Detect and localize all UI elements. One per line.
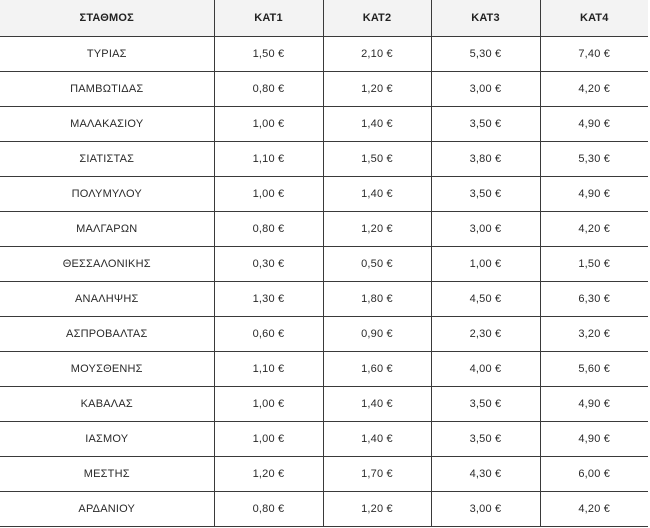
table-header xyxy=(0,0,648,36)
station-cell: ΠΑΜΒΩΤΙΔΑΣ xyxy=(0,71,214,106)
kat1-price-cell: 1,10 € xyxy=(214,141,323,176)
kat3-price-cell: 4,50 € xyxy=(431,281,540,316)
kat4-price-cell: 4,90 € xyxy=(540,421,648,456)
kat3-price-cell: 4,00 € xyxy=(431,351,540,386)
kat4-price-cell: 4,20 € xyxy=(540,71,648,106)
kat4-price-cell: 6,30 € xyxy=(540,281,648,316)
kat1-price-cell: 1,10 € xyxy=(214,351,323,386)
column-header-kat2: ΚΑΤ2 xyxy=(323,0,431,36)
table-row xyxy=(0,491,648,526)
kat1-price-cell: 0,80 € xyxy=(214,71,323,106)
table-row xyxy=(0,281,648,316)
kat3-price-cell: 3,80 € xyxy=(431,141,540,176)
kat1-price-cell: 1,00 € xyxy=(214,421,323,456)
kat3-price-cell: 3,50 € xyxy=(431,421,540,456)
kat3-price-cell: 2,30 € xyxy=(431,316,540,351)
table-row xyxy=(0,351,648,386)
kat3-price-cell: 3,50 € xyxy=(431,386,540,421)
kat2-price-cell: 1,50 € xyxy=(323,141,431,176)
kat4-price-cell: 4,90 € xyxy=(540,106,648,141)
kat1-price-cell: 0,80 € xyxy=(214,211,323,246)
kat2-price-cell: 1,60 € xyxy=(323,351,431,386)
kat4-price-cell: 4,90 € xyxy=(540,386,648,421)
kat3-price-cell: 4,30 € xyxy=(431,456,540,491)
kat2-price-cell: 1,40 € xyxy=(323,421,431,456)
kat3-price-cell: 5,30 € xyxy=(431,36,540,71)
column-header-kat4: ΚΑΤ4 xyxy=(540,0,648,36)
column-header-station: ΣΤΑΘΜΟΣ xyxy=(0,0,214,36)
kat1-price-cell: 1,00 € xyxy=(214,386,323,421)
kat2-price-cell: 0,90 € xyxy=(323,316,431,351)
kat3-price-cell: 3,50 € xyxy=(431,176,540,211)
kat1-price-cell: 1,20 € xyxy=(214,456,323,491)
table-row xyxy=(0,71,648,106)
kat1-price-cell: 1,30 € xyxy=(214,281,323,316)
kat4-price-cell: 5,30 € xyxy=(540,141,648,176)
station-cell: ΜΟΥΣΘΕΝΗΣ xyxy=(0,351,214,386)
table-row xyxy=(0,211,648,246)
kat2-price-cell: 0,50 € xyxy=(323,246,431,281)
kat4-price-cell: 7,40 € xyxy=(540,36,648,71)
station-cell: ΙΑΣΜΟΥ xyxy=(0,421,214,456)
kat2-price-cell: 1,40 € xyxy=(323,176,431,211)
table-header-row xyxy=(0,0,648,36)
table-row xyxy=(0,316,648,351)
table-row xyxy=(0,246,648,281)
kat4-price-cell: 4,20 € xyxy=(540,491,648,526)
kat4-price-cell: 6,00 € xyxy=(540,456,648,491)
kat2-price-cell: 2,10 € xyxy=(323,36,431,71)
kat2-price-cell: 1,40 € xyxy=(323,106,431,141)
station-cell: ΘΕΣΣΑΛΟΝΙΚΗΣ xyxy=(0,246,214,281)
station-cell: ΜΑΛΑΚΑΣΙΟΥ xyxy=(0,106,214,141)
kat1-price-cell: 1,50 € xyxy=(214,36,323,71)
kat4-price-cell: 3,20 € xyxy=(540,316,648,351)
table-row xyxy=(0,106,648,141)
station-cell: ΑΡΔΑΝΙΟΥ xyxy=(0,491,214,526)
kat1-price-cell: 0,60 € xyxy=(214,316,323,351)
table-row xyxy=(0,176,648,211)
station-cell: ΑΣΠΡΟΒΑΛΤΑΣ xyxy=(0,316,214,351)
kat2-price-cell: 1,40 € xyxy=(323,386,431,421)
station-cell: ΤΥΡΙΑΣ xyxy=(0,36,214,71)
kat3-price-cell: 3,00 € xyxy=(431,71,540,106)
kat4-price-cell: 1,50 € xyxy=(540,246,648,281)
table-row xyxy=(0,36,648,71)
kat2-price-cell: 1,20 € xyxy=(323,491,431,526)
station-cell: ΠΟΛΥΜΥΛΟΥ xyxy=(0,176,214,211)
kat1-price-cell: 0,30 € xyxy=(214,246,323,281)
kat3-price-cell: 3,00 € xyxy=(431,211,540,246)
table-row xyxy=(0,386,648,421)
kat3-price-cell: 3,50 € xyxy=(431,106,540,141)
kat4-price-cell: 4,20 € xyxy=(540,211,648,246)
kat2-price-cell: 1,20 € xyxy=(323,211,431,246)
kat2-price-cell: 1,70 € xyxy=(323,456,431,491)
kat1-price-cell: 0,80 € xyxy=(214,491,323,526)
kat1-price-cell: 1,00 € xyxy=(214,176,323,211)
kat2-price-cell: 1,80 € xyxy=(323,281,431,316)
kat4-price-cell: 4,90 € xyxy=(540,176,648,211)
table-body xyxy=(0,36,648,526)
table-row xyxy=(0,421,648,456)
station-cell: ΑΝΑΛΗΨΗΣ xyxy=(0,281,214,316)
station-cell: ΣΙΑΤΙΣΤΑΣ xyxy=(0,141,214,176)
table-row xyxy=(0,456,648,491)
station-cell: ΜΕΣΤΗΣ xyxy=(0,456,214,491)
table-row xyxy=(0,141,648,176)
column-header-kat1: ΚΑΤ1 xyxy=(214,0,323,36)
kat2-price-cell: 1,20 € xyxy=(323,71,431,106)
station-cell: ΜΑΛΓΑΡΩΝ xyxy=(0,211,214,246)
kat1-price-cell: 1,00 € xyxy=(214,106,323,141)
station-cell: ΚΑΒΑΛΑΣ xyxy=(0,386,214,421)
kat3-price-cell: 1,00 € xyxy=(431,246,540,281)
kat4-price-cell: 5,60 € xyxy=(540,351,648,386)
kat3-price-cell: 3,00 € xyxy=(431,491,540,526)
column-header-kat3: ΚΑΤ3 xyxy=(431,0,540,36)
